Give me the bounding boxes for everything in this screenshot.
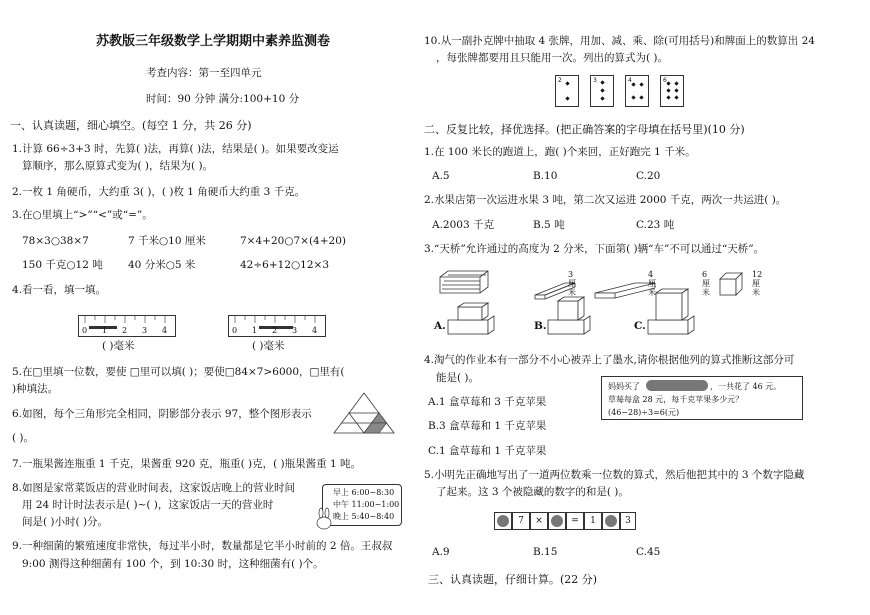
s2-q3: 3.“天桥”允许通过的高度为 2 分米，下面第( )辆“车”不可以通过“天桥”。 (424, 243, 765, 255)
ruler-2-tick-1: 1 (252, 326, 258, 335)
ruler-2-tick-2: 2 (272, 326, 278, 335)
q8-line-3: 间是( )小时( )分。 (22, 516, 109, 528)
q8-line-2: 用 24 时计时法表示是( )~( )，这家饭店一天的营业时 (22, 499, 274, 511)
section-3-heading: 三、认真读题，仔细计算。(22 分) (428, 573, 598, 586)
exam-scope: 考查内容：第一至四单元 (146, 67, 262, 79)
ruler-2-tick-3: 3 (292, 326, 298, 335)
ruler-1-tick-1: 1 (102, 326, 108, 335)
s2-q5-line-2: 了起来。这 3 个被隐藏的数字的和是( )。 (436, 486, 629, 498)
card-6-value: 6 (663, 77, 667, 84)
triangle-figure (333, 392, 395, 434)
q3: 3.在○里填上“>”“<”或“=”。 (12, 209, 153, 221)
page-title: 苏教版三年级数学上学期期中素养监测卷 (96, 34, 331, 49)
q5-line-2: )种填法。 (12, 383, 59, 395)
eq-cell-3: 3 (620, 512, 636, 530)
q5-line-1: 5.在□里填一位数，要使 □里可以填( )；要使□84×7>6000，□里有( (12, 366, 345, 378)
s2-q1: 1.在 100 米长的跑道上，跑( )个来回，正好跑完 1 千米。 (424, 146, 696, 158)
q9-line-1: 9.一种细菌的繁殖速度非常快，每过半小时，数量都是它半小时前的 2 倍。王叔叔 (12, 540, 393, 552)
card-4 (625, 75, 649, 107)
ink-blot (497, 515, 509, 527)
card-6 (660, 75, 684, 107)
q3-r1c3: 7×4+20○7×(4+20) (240, 235, 346, 247)
club-pip-icon (639, 95, 643, 99)
q6-line-1: 6.如图，每个三角形完全相同，阴影部分表示 97，整个图形表示 (12, 408, 312, 420)
exam-time: 时间：90 分钟 满分:100+10 分 (146, 93, 300, 105)
q2: 2.一枚 1 角硬币，大约重 3( )，( )枚 1 角硬币大约重 3 千克。 (12, 186, 306, 198)
note-line-2: 草莓每盒 28 元，每千克苹果多少元？ (608, 395, 744, 404)
spade-pip-icon (666, 81, 670, 85)
homework-note (601, 376, 803, 420)
spade-pip-icon (600, 88, 604, 92)
q1-line-2: 算顺序，那么原算式变为( )，结果为( )。 (22, 160, 214, 172)
s2-q2-option-a: A.2003 千克 (432, 219, 494, 231)
spade-pip-icon (600, 80, 604, 84)
s2-q3-option-c: C. (634, 320, 646, 332)
eq-cell-equals: = (566, 512, 584, 530)
s2-q4-option-c: C.1 盒草莓和 1 千克苹果 (428, 445, 547, 457)
eq-cell-times: × (530, 512, 548, 530)
eq-cell-1: 1 (584, 512, 602, 530)
note-line-3: (46−28)÷3=6(元) (608, 408, 680, 417)
s2-q1-option-a: A.5 (432, 170, 450, 182)
eq-cell-hidden-1 (494, 512, 512, 530)
ink-blot (551, 515, 563, 527)
q3-r2c2: 40 分米○5 米 (128, 259, 196, 271)
section-1-heading: 一、认真读题，细心填空。(每空 1 分，共 26 分) (10, 119, 252, 132)
spade-pip-icon (674, 81, 678, 85)
q3-r1c2: 7 千米○10 厘米 (128, 235, 206, 247)
q3-r2c1: 150 千克○12 吨 (22, 259, 103, 271)
height-label-3cm: 3 厘米 (568, 270, 576, 297)
s2-q3-option-b: B. (534, 320, 547, 332)
club-pip-icon (639, 82, 643, 86)
hours-noon: 中午 11:00~1:00 (333, 500, 400, 509)
s2-q4-line-2: 能是( )。 (436, 372, 480, 384)
diamond-pip-icon (565, 96, 569, 100)
q3-r2c3: 42÷6+12○12×3 (240, 259, 329, 271)
s2-q2-option-b: B.5 吨 (533, 219, 565, 231)
s2-q5-option-c: C.45 (636, 546, 661, 558)
s2-q2-option-c: C.23 吨 (636, 219, 675, 231)
s2-q3-option-a: A. (434, 320, 446, 332)
card-2 (555, 75, 579, 107)
club-pip-icon (631, 82, 635, 86)
spade-pip-icon (600, 96, 604, 100)
s2-q5-option-b: B.15 (533, 546, 558, 558)
q10-line-2: ，每张牌都要用且只能用一次。列出的算式为( )。 (436, 52, 669, 64)
note-line-1-end: ，一共花了 46 元。 (710, 382, 782, 391)
s2-q1-option-c: C.20 (636, 170, 661, 182)
spade-pip-icon (674, 88, 678, 92)
q9-line-2: 9:00 测得这种细菌有 100 个，到 10:30 时，这种细菌有( )个。 (22, 558, 324, 570)
spade-pip-icon (666, 88, 670, 92)
ink-blot (605, 515, 617, 527)
diamond-pip-icon (565, 81, 569, 85)
card-3 (590, 75, 614, 107)
eq-cell-7: 7 (512, 512, 530, 530)
hidden-digit-equation (494, 512, 634, 530)
q8-line-1: 8.如图是家常菜饭店的营业时间表，这家饭店晚上的营业时间 (12, 482, 296, 494)
eq-cell-hidden-3 (602, 512, 620, 530)
s2-q5-option-a: A.9 (432, 546, 450, 558)
card-4-value: 4 (628, 77, 632, 84)
section-2-heading: 二、反复比较，择优选择。(把正确答案的字母填在括号里)(10 分) (424, 123, 745, 136)
q1-line-1: 1.计算 66÷3+3 时，先算( )法，再算( )法，结果是( )。如果要改变运 (12, 143, 339, 155)
bridge-blocks-figure (430, 265, 790, 345)
club-pip-icon (631, 95, 635, 99)
ruler-2-tick-0: 0 (232, 326, 238, 335)
ruler-1-tick-2: 2 (122, 326, 128, 335)
spade-pip-icon (666, 95, 670, 99)
q3-r1c1: 78×3○38×7 (22, 235, 89, 247)
card-3-value: 3 (593, 77, 597, 84)
q10-line-1: 10.从一副扑克牌中抽取 4 张牌，用加、减、乘、除(可用括号)和牌面上的数算出 24 (424, 35, 815, 47)
height-label-4cm: 4 厘米 (648, 270, 656, 297)
ruler-1-tick-4: 4 (162, 326, 168, 335)
ruler-1-answer: ( )毫米 (102, 340, 135, 352)
hours-evening: 晚上 5:40~8:40 (333, 512, 395, 521)
q4: 4.看一看，填一填。 (12, 284, 107, 296)
ruler-1 (78, 315, 176, 337)
note-line-1-start: 妈妈买了 (608, 382, 640, 391)
q7: 7.一瓶果酱连瓶重 1 千克，果酱重 920 克，瓶重( )克，( )瓶果酱重 1 吨。 (12, 458, 362, 470)
spade-pip-icon (674, 95, 678, 99)
ruler-1-tick-0: 0 (82, 326, 88, 335)
s2-q4-option-a: A.1 盒草莓和 3 千克苹果 (428, 396, 547, 408)
s2-q2: 2.水果店第一次运进水果 3 吨，第二次又运进 2000 千克，两次一共运进( )。 (424, 194, 787, 206)
s2-q1-option-b: B.10 (533, 170, 558, 182)
ruler-2-tick-4: 4 (312, 326, 318, 335)
height-label-12cm: 12 厘米 (752, 270, 763, 297)
q6-line-2: ( )。 (12, 432, 35, 444)
rabbit-icon (313, 508, 335, 530)
hours-morning: 早上 6:00~8:30 (333, 488, 395, 497)
ruler-2 (228, 315, 326, 337)
s2-q5-line-1: 5.小明先正确地写出了一道两位数乘一位数的算式，然后他把其中的 3 个数字隐藏 (424, 469, 805, 481)
ruler-1-tick-3: 3 (142, 326, 148, 335)
s2-q4-option-b: B.3 盒草莓和 1 千克苹果 (428, 420, 547, 432)
height-label-6cm: 6 厘米 (702, 270, 710, 297)
ink-stain (646, 380, 708, 391)
eq-cell-hidden-2 (548, 512, 566, 530)
ruler-2-answer: ( )毫米 (252, 340, 285, 352)
card-2-value: 2 (558, 77, 562, 84)
s2-q4-line-1: 4.淘气的作业本有一部分不小心被弄上了墨水,请你根据他列的算式推断这部分可 (424, 354, 795, 366)
